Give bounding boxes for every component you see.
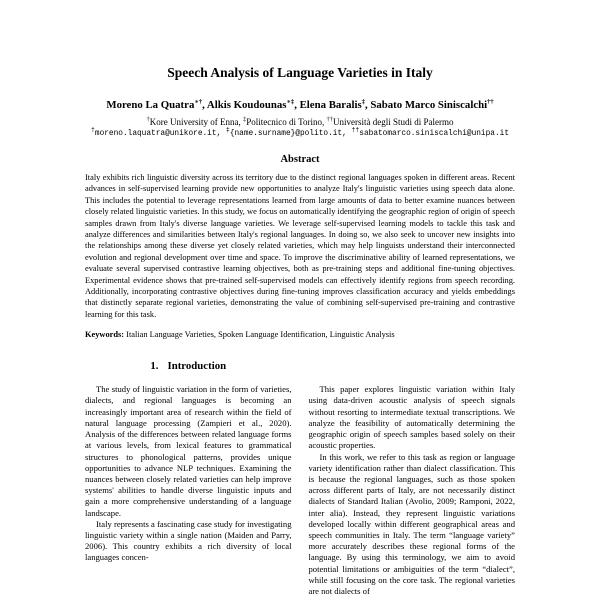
affiliation-text: Kore University of Enna <box>149 117 239 127</box>
intro-paragraph: In this work, we refer to this task as region or language variety identification rather than dialect classification. This is because the regional languages, such as those spoken across different parts of Italy, are not necessarily distinct dialects of Standard Italian (Avolio, 2009; Ramponi, 2022, inter alia). Instead, they represent linguistic variations developed locally within different geographical areas and speech communities in Italy. The term “language variety” more accurately describes these regional forms of the language. By using this terminology, we aim to avoid potential limitations or ambiguities of the term “dialect”, while still focusing on the core task. The regional varieties are not dialects of <box>308 451 515 596</box>
author-affiliation-marker: †† <box>487 98 494 106</box>
section-number: 1. <box>150 360 159 373</box>
author <box>207 99 300 111</box>
author <box>300 99 371 111</box>
affiliation-separator: , <box>321 117 327 127</box>
affiliation-separator: , <box>238 117 244 127</box>
author <box>106 99 207 111</box>
email-marker: †† <box>351 126 360 134</box>
keywords-label: Keywords: <box>85 330 125 340</box>
email-line <box>85 126 515 138</box>
affiliation <box>243 117 326 127</box>
author-affiliation-marker: ∗‡ <box>286 98 295 106</box>
affiliation-marker: ‡ <box>243 116 247 123</box>
author-name: Elena Baralis <box>299 99 362 111</box>
author-affiliation-marker: ∗† <box>194 98 203 106</box>
author <box>370 99 493 111</box>
two-column-body <box>85 355 515 597</box>
left-column <box>85 355 292 563</box>
email-text: sabatomarco.siniscalchi@unipa.it <box>359 130 510 138</box>
email-marker: † <box>90 126 95 134</box>
email <box>225 126 352 138</box>
author-separator: , <box>202 99 207 111</box>
email <box>351 126 510 138</box>
affiliation-marker: †† <box>326 116 333 123</box>
email-marker: ‡ <box>225 126 230 134</box>
author-name: Sabato Marco Siniscalchi <box>370 99 488 111</box>
abstract-section <box>85 154 515 320</box>
affiliation-text: Università degli Studi di Palermo <box>332 117 454 127</box>
section-title: Introduction <box>167 360 227 373</box>
affiliation <box>326 117 453 127</box>
affiliation-line <box>85 117 515 127</box>
intro-paragraph: This paper explores linguistic variation within Italy using data-driven acoustic analysis of speech signals without resorting to intermediate textual transcriptions. We analyze the feasibility of automatically determining the geographic origin of speech samples based solely on their acoustic properties. <box>308 384 515 451</box>
author-name: Alkis Koudounas <box>206 99 287 111</box>
email-text: moreno.laquatra@unikore.it <box>94 130 217 138</box>
author-affiliation-marker: ‡ <box>361 98 365 106</box>
abstract-heading: Abstract <box>280 154 320 165</box>
email-separator: , <box>216 130 226 138</box>
right-column <box>309 355 516 597</box>
email <box>90 126 226 138</box>
keywords-line <box>85 329 515 340</box>
author-separator: , <box>294 99 300 111</box>
section-1-heading <box>85 360 292 373</box>
intro-paragraph: The study of linguistic variation in the form of varieties, dialects, and regional languages is becoming an increasingly important area of research within the field of natural language processing (Zampieri et al., 2020). Analysis of the differences between related language forms at various levels, from lexical features to grammatical structures to phonological patterns, provides unique opportunities to advance NLP techniques. Examining the nuances between closely related varieties can help improve systems' abilities to handle diverse linguistic inputs and gain a more comprehensive understanding of a language landscape. <box>85 384 292 518</box>
keywords-text: Italian Language Varieties, Spoken Language Identification, Linguistic Analysis <box>124 330 395 340</box>
paper-title: Speech Analysis of Language Varieties in Italy <box>167 65 433 80</box>
affiliation-marker: † <box>146 116 150 123</box>
author-separator: , <box>364 99 371 111</box>
email-text: {name.surname}@polito.it <box>229 130 343 138</box>
abstract-text: Italy exhibits rich linguistic diversity across its territory due to the distinct regional languages spoken in different areas. Recent advances in self-supervised learning provide new opportunities to analyze Italy's linguistic varieties using speech data alone. This includes the potential to leverage representations learned from large amounts of data to better examine nuances between closely related linguistic varieties. In this study, we focus on automatically identifying the geographic region of origin of speech samples drawn from Italy's diverse language varieties. We leverage self-supervised learning models to tackle this task and analyze differences and similarities between Italy's regional languages. In doing so, we also seek to uncover new insights into the relationships among these diverse yet closely related varieties, which may help linguists understand their interconnected evolution and regional development over time and space. To improve the discriminative ability of learned representations, we evaluate several supervised contrastive learning objectives, both as pre-training steps and additional fine-tuning objectives. Experimental evidence shows that pre-trained self-supervised models can effectively identify regions from speech recording. Additionally, incorporating contrastive objectives during fine-tuning improves classification accuracy and yields embeddings that distinctly separate regional varieties, demonstrating the value of combining self-supervised pre-training and contrastive learning for this task. <box>85 173 515 319</box>
author-name: Moreno La Quatra <box>106 99 195 111</box>
email-separator: , <box>342 130 352 138</box>
intro-paragraph: Italy represents a fascinating case study for investigating linguistic variety within a single nation (Maiden and Parry, 2006). This country exhibits a rich diversity of local languages concen- <box>85 518 292 563</box>
author-line <box>85 99 515 111</box>
affiliation-text: Politecnico di Torino <box>246 117 322 127</box>
